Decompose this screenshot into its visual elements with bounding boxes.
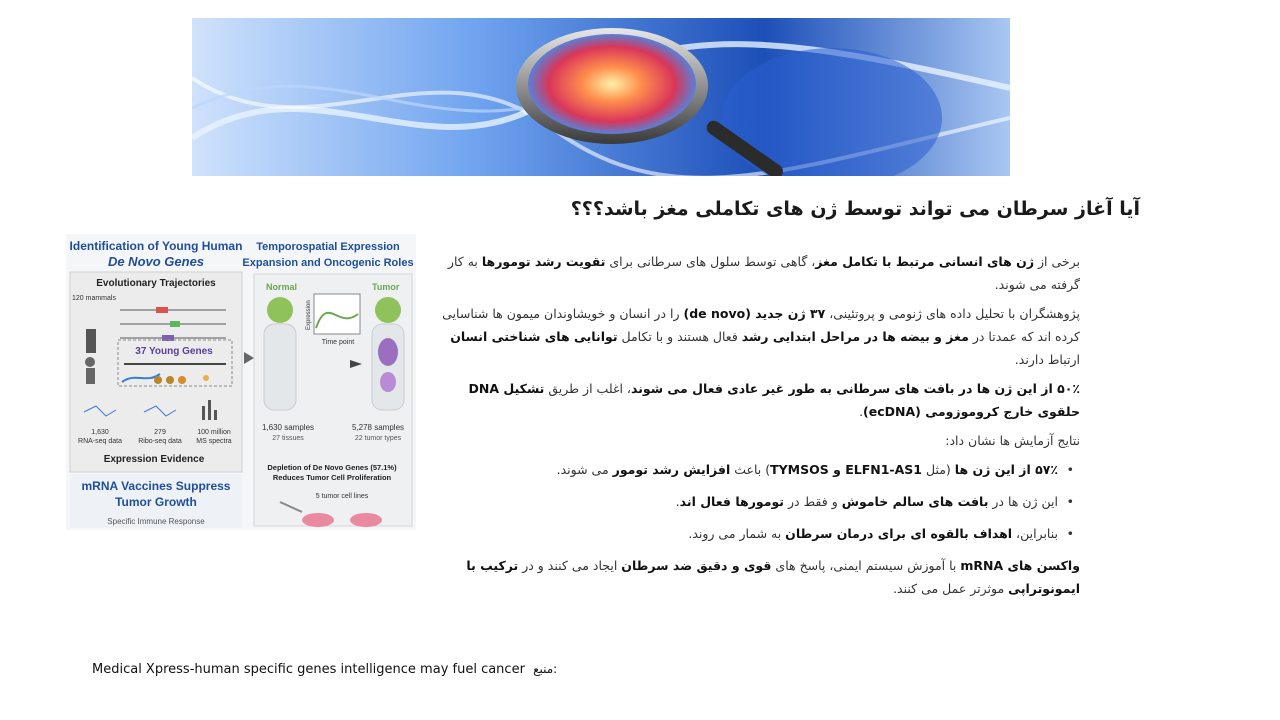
fig-tissues: 27 tissues bbox=[272, 435, 304, 442]
paragraph-intro: برخی از ژن های انسانی مرتبط با تکامل مغز، گاهی توسط سلول های سرطانی برای تقویت رشد تومورها به کار گرفته می شوند. bbox=[447, 254, 1080, 292]
animal-icon bbox=[86, 329, 96, 353]
human-icon bbox=[85, 357, 95, 367]
results-list bbox=[440, 458, 1080, 545]
list-item: • ۵۷٪ از این ژن ها (مثل ELFN1-AS1 و TYMSOS) باعث افزایش رشد تومور می شوند. bbox=[440, 458, 1080, 481]
fig-expression-axis: Expression bbox=[306, 300, 312, 330]
fig-mrna-title-2: Tumor Growth bbox=[115, 495, 197, 509]
fig-riboseq-label: Ribo-seq data bbox=[138, 438, 182, 445]
graphical-abstract-figure bbox=[66, 234, 416, 530]
paragraph-research: پژوهشگران با تحلیل داده های ژنومی و پروتئینی، ۳۷ ژن جدید (de novo) را در انسان و خویشاوندان میمون ها شناسایی کرده اند که عمدتا در مغز و بیضه ها در مراحل ابتدایی رشد فعال هستند و با تکامل توانایی های شناختی انسان ارتباط دارند. bbox=[442, 306, 1080, 367]
paragraph-mrna-vaccine: واکسن های mRNA با آموزش سیستم ایمنی، پاسخ های قوی و دقیق ضد سرطان ایجاد می کنند و در ترکیب با ایمونوتراپی موثرتر عمل می کنند. bbox=[466, 558, 1080, 596]
fig-tumor-types: 22 tumor types bbox=[354, 435, 402, 442]
fig-mrna-title-1: mRNA Vaccines Suppress bbox=[81, 479, 231, 493]
fig-young-genes-label: 37 Young Genes bbox=[135, 346, 213, 357]
paragraph-ecdna: ۵۰٪ از این ژن ها در بافت های سرطانی به طور غیر عادی فعال می شوند، اغلب از طریق تشکیل DNA حلقوی خارج کروموزومی (ecDNA). bbox=[468, 381, 1080, 419]
source-label: منبع: bbox=[533, 662, 558, 676]
list-item: • این ژن ها در بافت های سالم خاموش و فقط در تومورها فعال اند. bbox=[440, 490, 1080, 513]
fig-samples-2: 5,278 samples bbox=[351, 423, 405, 432]
slide-body bbox=[440, 250, 1080, 606]
fig-normal-label: Normal bbox=[266, 282, 298, 292]
fig-samples-1: 1,630 samples bbox=[261, 423, 315, 432]
paragraph-results-intro: نتایج آزمایش ها نشان داد: bbox=[945, 433, 1080, 448]
fig-depletion-1: Depletion of De Novo Genes (57.1%) bbox=[267, 463, 397, 472]
fig-rnaseq-count: 1,630 bbox=[91, 429, 109, 436]
fig-depletion-2: Reduces Tumor Cell Proliferation bbox=[272, 473, 392, 482]
fig-tumor-label: Tumor bbox=[372, 282, 400, 292]
header-banner-image bbox=[192, 18, 1010, 176]
fig-right-title-1: Temporospatial Expression bbox=[256, 241, 400, 253]
source-text: Medical Xpress-human specific genes intelligence may fuel cancer bbox=[92, 662, 525, 677]
fig-evolutionary-label: Evolutionary Trajectories bbox=[96, 278, 216, 289]
fig-ms-count: 100 million bbox=[197, 429, 231, 436]
fig-left-title-1: Identification of Young Human bbox=[69, 239, 243, 253]
fig-time-point: Time point bbox=[321, 339, 355, 346]
fig-riboseq-count: 279 bbox=[154, 429, 166, 436]
list-item: • بنابراین، اهداف بالقوه ای برای درمان سرطان به شمار می روند. bbox=[440, 522, 1080, 545]
fig-right-title-2: Expansion and Oncogenic Roles bbox=[242, 257, 414, 269]
fig-mammals-label: 120 mammals bbox=[72, 295, 116, 302]
fig-rnaseq-label: RNA-seq data bbox=[78, 438, 122, 445]
fig-ms-label: MS spectra bbox=[196, 438, 232, 445]
source-citation bbox=[92, 662, 557, 677]
fig-left-title-2: De Novo Genes bbox=[107, 254, 205, 269]
fig-immune-label: Specific Immune Response bbox=[107, 517, 205, 526]
fig-cell-lines: 5 tumor cell lines bbox=[315, 493, 369, 500]
fig-expression-evidence: Expression Evidence bbox=[103, 454, 205, 465]
slide-title: آیا آغاز سرطان می تواند توسط ژن های تکاملی مغز باشد؟؟؟ bbox=[570, 198, 1140, 220]
